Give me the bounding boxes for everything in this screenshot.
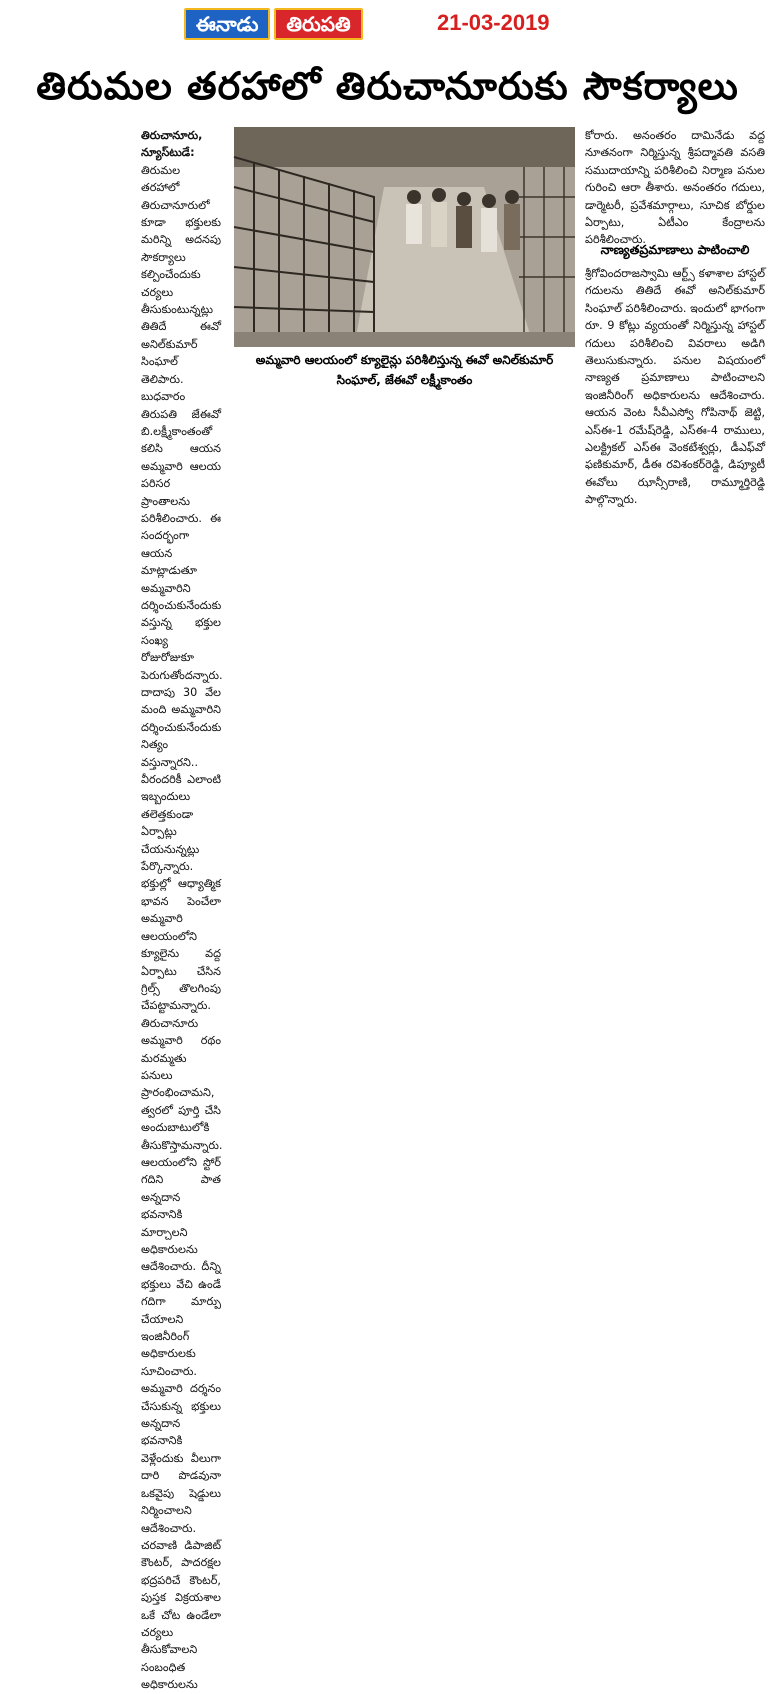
article-photo — [234, 127, 575, 347]
newspaper-logo: ఈనాడు — [184, 8, 270, 40]
photo-caption: అమ్మవారి ఆలయంలో క్యూలైన్లు పరిశీలిస్తున్న ఈవో అనిల్‌కుమార్ సింఘాల్, జేఈవో లక్ష్మీకాంతం — [255, 353, 554, 387]
masthead — [184, 6, 363, 42]
article-column-right — [585, 127, 765, 247]
article-column-right-lower — [585, 265, 765, 507]
publication-date: 21-03-2019 — [437, 10, 550, 35]
article-body-left: తిరుమల తరహాలో తిరుచానూరులో కూడా భక్తులకు మరిన్ని అదనపు సౌకర్యాలు కల్పించేందుకు చర్యలు తీసుకుంటున్నట్లు తితిదే ఈవో అనిల్‌కుమార్ సింఘాల్ తెలిపారు. బుధవారం తిరుపతి జేఈవో బి.లక్ష్మీకాంతంతో కలిసి ఆయన అమ్మవారి ఆలయ పరిసర ప్రాంతాలను పరిశీలించారు. ఈ సందర్భంగా ఆయన మాట్లాడుతూ అమ్మవారిని దర్శించుకునేందుకు వస్తున్న భక్తుల సంఖ్య రోజురోజుకూ పెరుగుతోందన్నారు. దాదాపు 30 వేల మంది అమ్మవారిని దర్శించుకునేందుకు నిత్యం వస్తున్నారని.. వీరందరికీ ఎలాంటి ఇబ్బందులు తలెత్తకుండా ఏర్పాట్లు చేయనున్నట్లు పేర్కొన్నారు. భక్తుల్లో ఆధ్యాత్మిక భావన పెంచేలా అమ్మవారి ఆలయంలోని క్యూలైను వద్ద ఏర్పాటు చేసిన గ్రిల్స్ తొలగింపు చేపట్టామన్నారు. తిరుచానూరు అమ్మవారి రథం మరమ్మతు పనులు ప్రారంభించామని, త్వరలో పూర్తి చేసి అందుబాటులోకి తీసుకొస్తామన్నారు. ఆలయంలోని స్టోర్ గదిని పాత అన్నదాన భవనానికి మార్చాలని అధికారులను ఆదేశించారు. దీన్ని భక్తులు వేచి ఉండే గదిగా మార్పు చేయాలని ఇంజినీరింగ్ అధికారులకు సూచించారు. అమ్మవారి దర్శనం చేసుకున్న భక్తులు అన్నదాన భవనానికి వెళ్లేందుకు వీలుగా దారి పొడవునా ఒకవైపు షెడ్డులు నిర్మించాలని ఆదేశించారు. చరవాణి డిపాజిట్ కౌంటర్, పాదరక్షల భద్రపరిచే కౌంటర్, పుస్తక విక్రయశాల ఒకే చోట ఉండేలా చర్యలు తీసుకోవాలని సంబంధిత అధికారులను — [141, 163, 223, 1692]
edition-badge: తిరుపతి — [274, 8, 362, 40]
article-body-right: కోరారు. అనంతరం దామినేడు వద్ద నూతనంగా నిర్మిస్తున్న శ్రీపద్మావతి వసతి సముదాయాన్ని పరిశీలించి నిర్మాణ పనుల గురించి ఆరా తీశారు. అనంతరం గదులు, డార్మెటరీ, ప్రవేశమార్గాలు, సూచిక బోర్డుల ఏర్పాటు, ఏటీఎం కేంద్రాలను పరిశీలించారు. — [585, 129, 765, 247]
dateline: తిరుచానూరు, న్యూస్‌టుడే: — [141, 129, 203, 160]
article-subheading: నాణ్యతప్రమాణాలు పాటించాలి — [600, 242, 750, 257]
article-body-right-lower: శ్రీగోవిందరాజస్వామి ఆర్ట్స్ కళాశాల హాస్టల్ గదులను తితిదే ఈవో అనిల్‌కుమార్ సింఘాల్ పరిశీలించారు. ఇందులో భాగంగా రూ. 9 కోట్లు వ్యయంతో నిర్మిస్తున్న హాస్టల్ గదులు పరిశీలించి వివరాలు అడిగి తెలుసుకున్నారు. పనుల విషయంలో నాణ్యత ప్రమాణాలు పాటించాలని ఇంజినీరింగ్ అధికారులను ఆదేశించారు. ఆయన వెంట సీవీఎస్వో గోపినాథ్ జెట్టి, ఎస్ఈ-1 రమేష్‌రెడ్డి, ఎస్ఈ-4 రాములు, ఎలక్ట్రికల్ ఎస్ఈ వెంకటేశ్వర్లు, డీఎఫ్‌వో ఫణికుమార్, డీఈ రవిశంకర్‌రెడ్డి, డిప్యూటీ ఈవోలు ఝాన్సీరాణి, రామ్మూర్తిరెడ్డి పాల్గొన్నారు. — [585, 267, 765, 507]
article-headline: తిరుమల తరహాలో తిరుచానూరుకు సౌకర్యాలు — [36, 64, 739, 108]
article-column-left — [141, 127, 223, 1692]
photo-illustration — [234, 127, 575, 347]
